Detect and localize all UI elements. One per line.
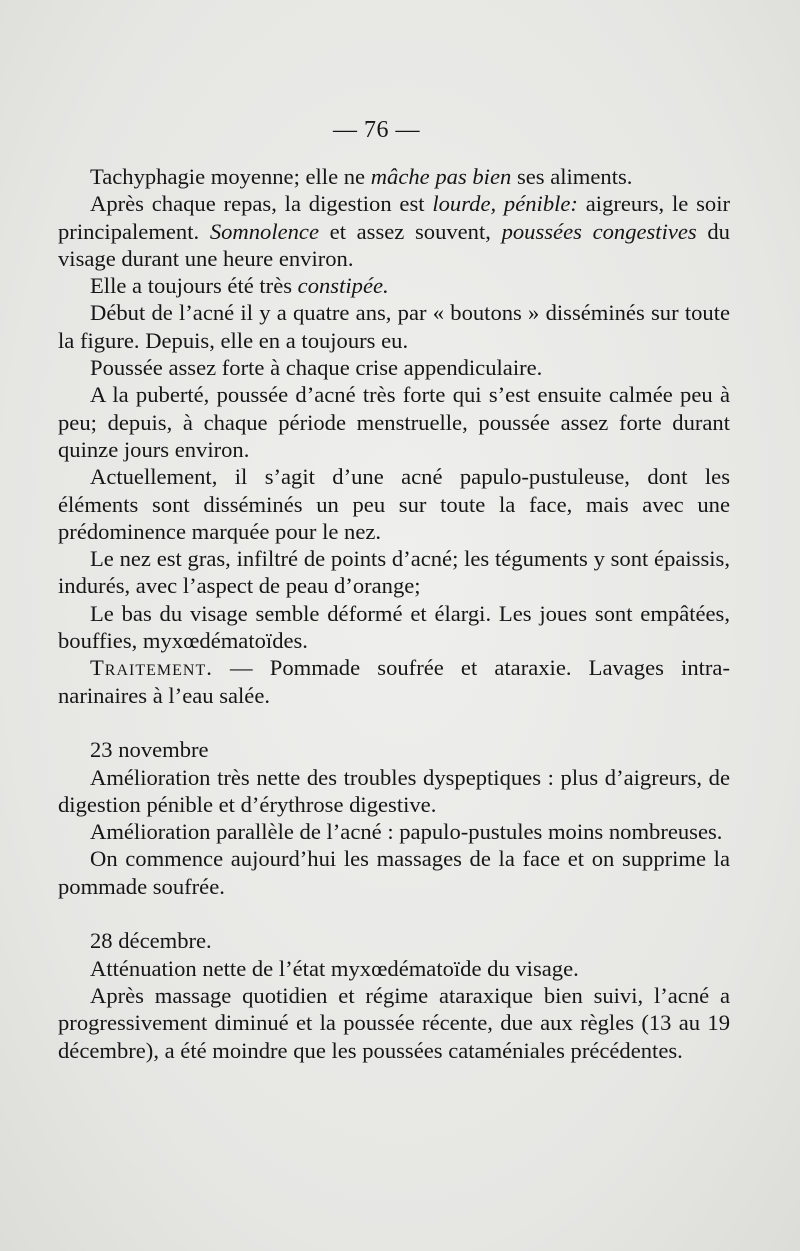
- text-run: Amélioration très nette des troubles dyspeptiques : plus d’aigreurs, de digestion pénible et d’érythrose digestive.: [58, 764, 730, 817]
- text-run: Amélioration parallèle de l’acné : papulo-pustules moins nombreuses.: [90, 819, 723, 845]
- paragraph: [58, 463, 730, 545]
- text-run: du visage durant une heure environ.: [58, 218, 730, 271]
- text-run: On commence aujourd’hui les massages de la face et on supprime la pommade soufrée.: [58, 846, 730, 899]
- text-run: et assez souvent,: [319, 218, 502, 244]
- text-run: ses aliments.: [511, 164, 633, 189]
- body-text: [58, 163, 730, 1064]
- paragraph: [58, 600, 730, 655]
- text-run: aigreurs, le soir principalement.: [58, 191, 730, 244]
- text-run: A la puberté, poussée d’acné très forte qui s’est ensuite calmée peu à peu; depuis, à chaque période menstruelle, poussée assez forte durant quinze jours environ.: [58, 382, 730, 462]
- text-run: Début de l’acné il y a quatre ans, par « boutons » disséminés sur toute la figure. Depuis, elle en a toujours eu.: [58, 300, 730, 353]
- italic-text: mâche pas bien: [370, 164, 512, 189]
- paragraph: [58, 818, 730, 845]
- paragraph: [58, 272, 730, 299]
- paragraph: [58, 163, 730, 190]
- text-run: Tachyphagie moyenne; elle ne: [90, 164, 371, 189]
- paragraph: [58, 190, 730, 272]
- text-run: Le bas du visage semble déformé et élargi. Les joues sont empâtées, bouffies, myxœdématoïdes.: [58, 600, 730, 654]
- paragraph: [58, 354, 730, 381]
- text-run: Elle a toujours été très: [90, 273, 298, 299]
- paragraph: [58, 845, 730, 900]
- text-run: 28 décembre.: [90, 928, 212, 954]
- paragraph: [58, 955, 730, 982]
- text-run: Actuellement, il s’agit d’une acné papulo-pustuleuse, dont les éléments sont disséminés un peu sur toute la face, mais avec une prédominence marquée pour le nez.: [58, 464, 730, 544]
- italic-text: constipée.: [297, 273, 389, 299]
- small-caps-text: Traitement.: [90, 655, 213, 681]
- paragraph: [58, 927, 730, 954]
- section-gap: [58, 709, 730, 736]
- text-run: — Pommade soufrée et ataraxie. Lavages intra-narinaires à l’eau salée.: [58, 655, 730, 708]
- italic-text: lourde, pénible:: [432, 191, 578, 217]
- text-run: Le nez est gras, infiltré de points d’acné; les téguments y sont épaissis, indurés, avec l’aspect de peau d’orange;: [58, 546, 730, 599]
- text-run: Après massage quotidien et régime ataraxique bien suivi, l’acné a progressivement diminué et la poussée récente, due aux règles (13 au 19 décembre), a été moindre que les poussées cataméniales précédentes.: [58, 982, 730, 1063]
- text-run: 23 novembre: [90, 737, 209, 763]
- text-run: Poussée assez forte à chaque crise appendiculaire.: [90, 355, 543, 381]
- paragraph: [58, 982, 730, 1064]
- italic-text: poussées congestives: [501, 218, 697, 244]
- paragraph: [58, 736, 730, 763]
- section-gap: [58, 900, 730, 927]
- text-run: Atténuation nette de l’état myxœdématoïde du visage.: [90, 955, 579, 981]
- paragraph: [58, 381, 730, 463]
- paragraph: [58, 654, 730, 709]
- page-number: — 76 —: [333, 117, 420, 143]
- text-run: Après chaque repas, la digestion est: [90, 191, 433, 217]
- paragraph: [58, 545, 730, 600]
- paragraph: [58, 764, 730, 819]
- paragraph: [58, 299, 730, 354]
- italic-text: Somnolence: [209, 218, 319, 244]
